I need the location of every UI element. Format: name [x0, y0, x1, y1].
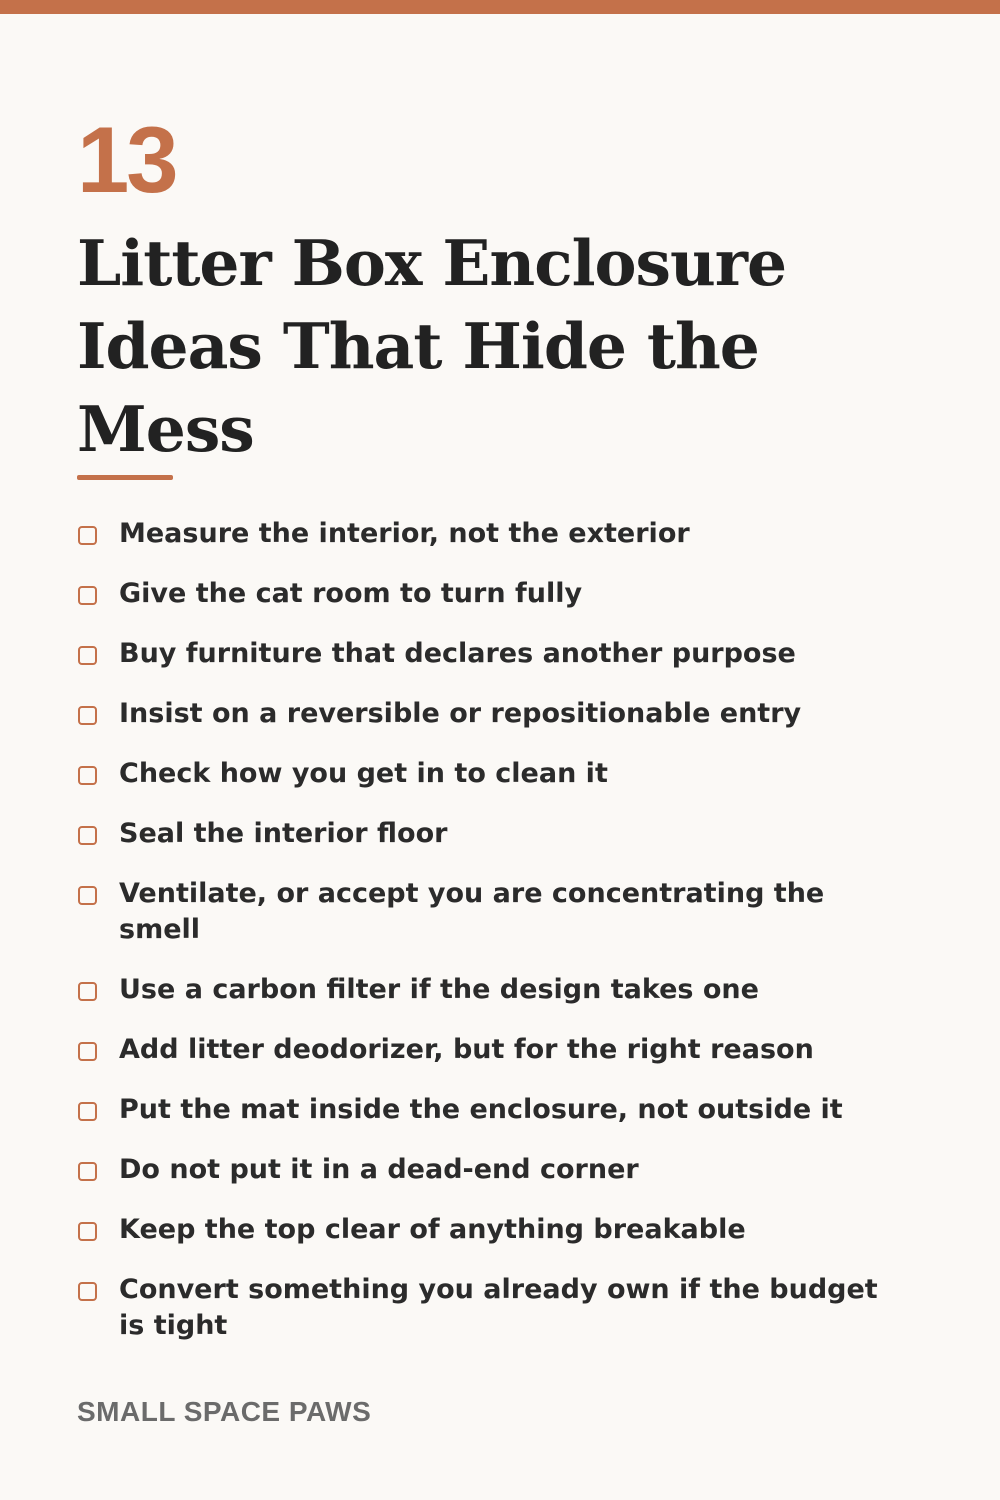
- checklist-item-label: Give the cat room to turn fully: [119, 578, 583, 609]
- checkbox-icon[interactable]: [78, 706, 97, 725]
- checkbox-icon[interactable]: [78, 1042, 97, 1061]
- checklist-item-label: Use a carbon filter if the design takes one: [119, 974, 759, 1005]
- title-underline: [77, 475, 173, 480]
- checklist-item-label: Measure the interior, not the exterior: [119, 518, 690, 549]
- checklist-item-label: Insist on a reversible or repositionable entry: [119, 698, 802, 729]
- article-card: [77, 107, 937, 1368]
- checklist-item: [77, 876, 909, 948]
- checklist-item: [77, 1092, 909, 1128]
- page-title: Litter Box Enclosure Ideas That Hide the Mess: [77, 226, 787, 466]
- checkbox-icon[interactable]: [78, 1102, 97, 1121]
- checklist-item-label: Check how you get in to clean it: [119, 758, 608, 789]
- checklist-item-label: Put the mat inside the enclosure, not outside it: [119, 1094, 843, 1125]
- checkbox-icon[interactable]: [78, 646, 97, 665]
- checklist-item: [77, 756, 909, 792]
- checklist: [77, 516, 937, 1344]
- checklist-item: [77, 636, 909, 672]
- checkbox-icon[interactable]: [78, 1162, 97, 1181]
- checkbox-icon[interactable]: [78, 1282, 97, 1301]
- checklist-item: [77, 1032, 909, 1068]
- checklist-item-label: Do not put it in a dead-end corner: [119, 1154, 639, 1185]
- checklist-item: [77, 696, 909, 732]
- checklist-item: [77, 816, 909, 852]
- checklist-item-label: Ventilate, or accept you are concentrating the smell: [119, 878, 825, 945]
- checkbox-icon[interactable]: [78, 886, 97, 905]
- checklist-item: [77, 576, 909, 612]
- checkbox-icon[interactable]: [78, 526, 97, 545]
- checklist-item-label: Buy furniture that declares another purpose: [119, 638, 796, 669]
- brand-name: SMALL SPACE PAWS: [77, 1396, 372, 1427]
- checklist-item: [77, 1212, 909, 1248]
- checklist-item: [77, 516, 909, 552]
- item-count: 13: [77, 107, 176, 212]
- checkbox-icon[interactable]: [78, 766, 97, 785]
- checklist-item-label: Keep the top clear of anything breakable: [119, 1214, 746, 1245]
- checkbox-icon[interactable]: [78, 1222, 97, 1241]
- checklist-item-label: Add litter deodorizer, but for the right reason: [119, 1034, 814, 1065]
- checkbox-icon[interactable]: [78, 826, 97, 845]
- checklist-item: [77, 972, 909, 1008]
- checklist-item-label: Seal the interior floor: [119, 818, 448, 849]
- checklist-item: [77, 1272, 909, 1344]
- checkbox-icon[interactable]: [78, 586, 97, 605]
- checkbox-icon[interactable]: [78, 982, 97, 1001]
- top-accent-bar: [0, 0, 1000, 14]
- checklist-item-label: Convert something you already own if the budget is tight: [119, 1274, 878, 1341]
- checklist-item: [77, 1152, 909, 1188]
